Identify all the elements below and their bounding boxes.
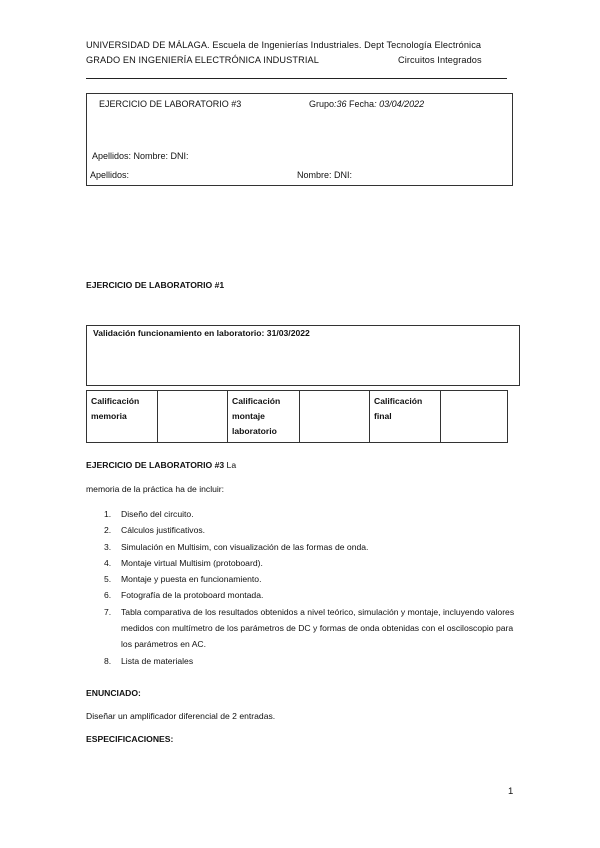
student-row-2-name: Nombre: DNI: <box>297 170 353 180</box>
header-institution: UNIVERSIDAD DE MÁLAGA. Escuela de Ingenierías Industriales. Dept Tecnología Electrónica <box>86 40 482 50</box>
grade-memoria-label: Calificación memoria <box>87 391 158 443</box>
specs-heading: ESPECIFICACIONES: <box>86 734 174 744</box>
list-item: 3. Simulación en Multisim, con visualización de las formas de onda. <box>104 541 369 552</box>
section3-title <box>86 460 236 470</box>
date-label: Fecha <box>349 99 375 109</box>
student-row-2-surname: Apellidos: <box>90 170 130 180</box>
grade-final-label: Calificación final <box>370 391 441 443</box>
group-field <box>309 99 424 109</box>
page-number: 1 <box>508 786 514 797</box>
list-item: 4. Montaje virtual Multisim (protoboard). <box>104 557 263 568</box>
header-course: Circuitos Integrados <box>398 55 482 65</box>
grade-memoria-value <box>158 391 228 443</box>
date-value: : 03/04/2022 <box>374 99 425 109</box>
statement-heading: ENUNCIADO: <box>86 688 141 698</box>
statement-text: Diseñar un amplificador diferencial de 2 entradas. <box>86 711 276 721</box>
grades-table <box>86 390 508 443</box>
list-item: 5. Montaje y puesta en funcionamiento. <box>104 574 262 585</box>
student-row-1: Apellidos: Nombre: DNI: <box>92 151 189 161</box>
section3-intro: memoria de la práctica ha de incluir: <box>86 484 225 494</box>
group-value: :36 <box>334 99 347 109</box>
section3-title-bold: EJERCICIO DE LABORATORIO #3 <box>86 460 225 470</box>
list-item: 2. Cálculos justificativos. <box>104 525 206 536</box>
header-degree: GRADO EN INGENIERÍA ELECTRÓNICA INDUSTRIAL <box>86 55 319 65</box>
list-item: 6. Fotografía de la protoboard montada. <box>104 590 264 601</box>
section3-title-tail: La <box>224 460 237 470</box>
header-rule <box>86 78 507 79</box>
list-item: 1. Diseño del circuito. <box>104 509 194 519</box>
grade-montaje-value <box>300 391 370 443</box>
requirements-list <box>100 506 520 669</box>
exercise-title: EJERCICIO DE LABORATORIO #3 <box>99 99 242 109</box>
section1-title: EJERCICIO DE LABORATORIO #1 <box>86 280 225 290</box>
list-item: 7. Tabla comparativa de los resultados obtenidos a nivel teórico, simulación y montaje, incluyendo valores medidos con multímetro de los parámetros de DC y formas de onda obtenidas con el osciloscopio para los parámetros en AC. <box>104 606 515 650</box>
group-label: Grupo <box>309 99 335 109</box>
list-item: 8. Lista de materiales <box>104 655 194 666</box>
grade-montaje-label: Calificación montaje laboratorio <box>228 391 300 443</box>
grade-final-value <box>441 391 508 443</box>
validation-text: Validación funcionamiento en laboratorio: 31/03/2022 <box>93 328 310 338</box>
